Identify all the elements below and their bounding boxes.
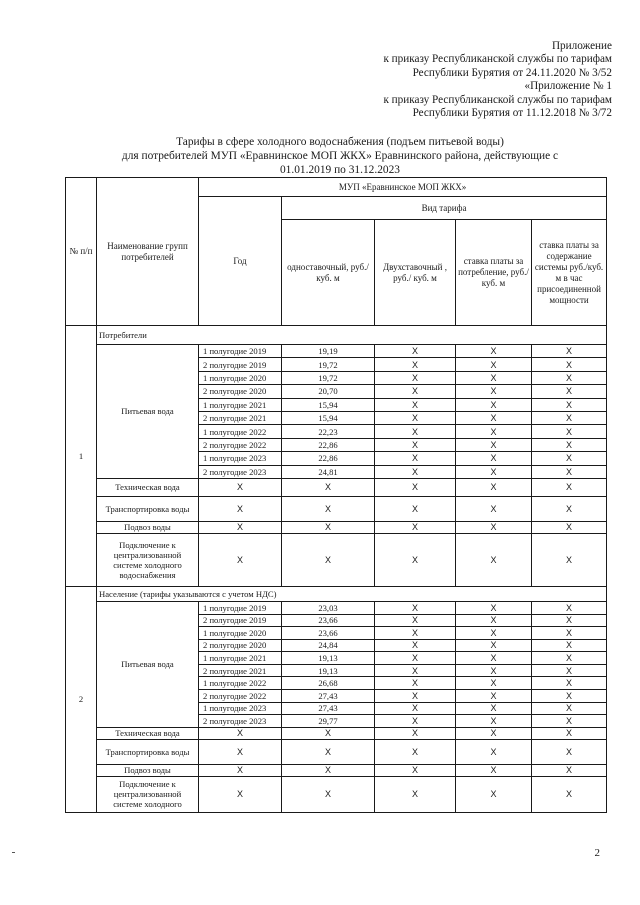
single-rate-value: 19,72 xyxy=(282,358,375,371)
group-name: Транспортировка воды xyxy=(97,739,199,764)
section-title: Население (тарифы указываются с учетом НДС) xyxy=(97,586,607,601)
col-header-num: № п/п xyxy=(66,178,97,326)
not-applicable-mark: Х xyxy=(199,776,282,812)
not-applicable-mark: Х xyxy=(199,521,282,533)
not-applicable-mark: Х xyxy=(532,521,607,533)
not-applicable-mark: Х xyxy=(532,764,607,776)
not-applicable-mark: Х xyxy=(456,425,532,438)
not-applicable-mark: Х xyxy=(456,521,532,533)
not-applicable-mark: Х xyxy=(456,690,532,703)
col-header-two-rate: Двухставочный , руб./ куб. м xyxy=(375,220,456,326)
not-applicable-mark: Х xyxy=(375,664,456,677)
not-applicable-mark: Х xyxy=(199,478,282,496)
single-rate-value: 19,13 xyxy=(282,652,375,665)
not-applicable-mark: Х xyxy=(375,614,456,627)
not-applicable-mark: Х xyxy=(199,764,282,776)
not-applicable-mark: Х xyxy=(456,358,532,371)
not-applicable-mark: Х xyxy=(532,452,607,465)
not-applicable-mark: Х xyxy=(456,639,532,652)
not-applicable-mark: Х xyxy=(532,438,607,451)
not-applicable-mark: Х xyxy=(456,614,532,627)
not-applicable-mark: Х xyxy=(532,690,607,703)
single-rate-value: 22,86 xyxy=(282,452,375,465)
not-applicable-mark: Х xyxy=(532,345,607,358)
single-rate-value: 19,72 xyxy=(282,371,375,384)
not-applicable-mark: Х xyxy=(282,478,375,496)
col-header-single-rate: одноставочный, руб./ куб. м xyxy=(282,220,375,326)
tariff-table xyxy=(65,177,607,813)
not-applicable-mark: Х xyxy=(456,715,532,728)
not-applicable-mark: Х xyxy=(375,425,456,438)
period-cell: 1 полугодие 2023 xyxy=(199,452,282,465)
not-applicable-mark: Х xyxy=(375,727,456,739)
not-applicable-mark: Х xyxy=(532,425,607,438)
not-applicable-mark: Х xyxy=(375,677,456,690)
not-applicable-mark: Х xyxy=(456,601,532,614)
not-applicable-mark: Х xyxy=(456,478,532,496)
not-applicable-mark: Х xyxy=(282,739,375,764)
header-line: к приказу Республиканской службы по тарифам xyxy=(383,93,612,106)
single-rate-value: 29,77 xyxy=(282,715,375,728)
not-applicable-mark: Х xyxy=(532,664,607,677)
not-applicable-mark: Х xyxy=(375,639,456,652)
group-name: Питьевая вода xyxy=(97,345,199,479)
header-line: «Приложение № 1 xyxy=(524,80,612,93)
not-applicable-mark: Х xyxy=(375,411,456,424)
not-applicable-mark: Х xyxy=(456,652,532,665)
not-applicable-mark: Х xyxy=(375,452,456,465)
not-applicable-mark: Х xyxy=(456,533,532,586)
not-applicable-mark: Х xyxy=(456,496,532,521)
not-applicable-mark: Х xyxy=(282,533,375,586)
not-applicable-mark: Х xyxy=(375,627,456,640)
period-cell: 1 полугодие 2021 xyxy=(199,652,282,665)
not-applicable-mark: Х xyxy=(375,465,456,478)
header-line: Республики Бурятия от 24.11.2020 № 3/52 xyxy=(412,66,612,79)
single-rate-value: 22,86 xyxy=(282,438,375,451)
not-applicable-mark: Х xyxy=(375,398,456,411)
not-applicable-mark: Х xyxy=(282,521,375,533)
period-cell: 2 полугодие 2019 xyxy=(199,614,282,627)
not-applicable-mark: Х xyxy=(456,702,532,715)
not-applicable-mark: Х xyxy=(375,438,456,451)
not-applicable-mark: Х xyxy=(532,385,607,398)
col-header-tariff-type: Вид тарифа xyxy=(282,197,607,220)
approval-header xyxy=(383,40,612,120)
single-rate-value: 19,19 xyxy=(282,345,375,358)
period-cell: 1 полугодие 2019 xyxy=(199,601,282,614)
group-name: Подключение к централизованной системе холодного xyxy=(97,776,199,812)
not-applicable-mark: Х xyxy=(456,664,532,677)
not-applicable-mark: Х xyxy=(282,776,375,812)
period-cell: 2 полугодие 2021 xyxy=(199,664,282,677)
single-rate-value: 27,43 xyxy=(282,702,375,715)
group-name: Подвоз воды xyxy=(97,764,199,776)
period-cell: 1 полугодие 2023 xyxy=(199,702,282,715)
not-applicable-mark: Х xyxy=(375,764,456,776)
not-applicable-mark: Х xyxy=(532,398,607,411)
single-rate-value: 15,94 xyxy=(282,398,375,411)
not-applicable-mark: Х xyxy=(199,533,282,586)
scan-speck xyxy=(12,852,15,853)
not-applicable-mark: Х xyxy=(532,496,607,521)
not-applicable-mark: Х xyxy=(456,385,532,398)
not-applicable-mark: Х xyxy=(532,727,607,739)
not-applicable-mark: Х xyxy=(375,496,456,521)
not-applicable-mark: Х xyxy=(456,727,532,739)
col-header-capacity-rate: ставка платы за содержание системы руб./куб. м в час присоединенной мощности xyxy=(532,220,607,326)
period-cell: 1 полугодие 2021 xyxy=(199,398,282,411)
not-applicable-mark: Х xyxy=(532,601,607,614)
group-name: Техническая вода xyxy=(97,478,199,496)
not-applicable-mark: Х xyxy=(532,533,607,586)
not-applicable-mark: Х xyxy=(199,727,282,739)
period-cell: 2 полугодие 2020 xyxy=(199,385,282,398)
single-rate-value: 24,84 xyxy=(282,639,375,652)
single-rate-value: 23,66 xyxy=(282,627,375,640)
not-applicable-mark: Х xyxy=(375,478,456,496)
not-applicable-mark: Х xyxy=(375,739,456,764)
single-rate-value: 26,68 xyxy=(282,677,375,690)
not-applicable-mark: Х xyxy=(532,411,607,424)
not-applicable-mark: Х xyxy=(532,614,607,627)
not-applicable-mark: Х xyxy=(375,533,456,586)
group-name: Подключение к централизованной системе холодного водоснабжения xyxy=(97,533,199,586)
not-applicable-mark: Х xyxy=(456,465,532,478)
document-title xyxy=(60,136,620,177)
period-cell: 2 полугодие 2019 xyxy=(199,358,282,371)
not-applicable-mark: Х xyxy=(456,776,532,812)
not-applicable-mark: Х xyxy=(532,677,607,690)
not-applicable-mark: Х xyxy=(532,639,607,652)
not-applicable-mark: Х xyxy=(456,398,532,411)
not-applicable-mark: Х xyxy=(532,478,607,496)
single-rate-value: 24,81 xyxy=(282,465,375,478)
single-rate-value: 19,13 xyxy=(282,664,375,677)
period-cell: 2 полугодие 2022 xyxy=(199,438,282,451)
group-name: Подвоз воды xyxy=(97,521,199,533)
section-title: Потребители xyxy=(97,326,607,345)
page-number: 2 xyxy=(594,847,600,859)
not-applicable-mark: Х xyxy=(456,739,532,764)
not-applicable-mark: Х xyxy=(532,358,607,371)
not-applicable-mark: Х xyxy=(375,385,456,398)
row-number: 2 xyxy=(66,586,97,812)
not-applicable-mark: Х xyxy=(532,465,607,478)
not-applicable-mark: Х xyxy=(532,702,607,715)
single-rate-value: 23,03 xyxy=(282,601,375,614)
not-applicable-mark: Х xyxy=(532,776,607,812)
not-applicable-mark: Х xyxy=(282,496,375,521)
not-applicable-mark: Х xyxy=(456,452,532,465)
not-applicable-mark: Х xyxy=(375,601,456,614)
not-applicable-mark: Х xyxy=(375,345,456,358)
not-applicable-mark: Х xyxy=(532,715,607,728)
col-header-org: МУП «Еравнинское МОП ЖКХ» xyxy=(199,178,607,197)
not-applicable-mark: Х xyxy=(456,411,532,424)
not-applicable-mark: Х xyxy=(199,496,282,521)
not-applicable-mark: Х xyxy=(282,764,375,776)
title-line: Тарифы в сфере холодного водоснабжения (подъем питьевой воды) xyxy=(176,136,504,148)
not-applicable-mark: Х xyxy=(375,521,456,533)
not-applicable-mark: Х xyxy=(456,677,532,690)
not-applicable-mark: Х xyxy=(375,690,456,703)
not-applicable-mark: Х xyxy=(375,358,456,371)
not-applicable-mark: Х xyxy=(456,345,532,358)
not-applicable-mark: Х xyxy=(375,371,456,384)
not-applicable-mark: Х xyxy=(456,438,532,451)
period-cell: 1 полугодие 2020 xyxy=(199,371,282,384)
not-applicable-mark: Х xyxy=(532,652,607,665)
not-applicable-mark: Х xyxy=(456,627,532,640)
period-cell: 2 полугодие 2023 xyxy=(199,465,282,478)
group-name: Техническая вода xyxy=(97,727,199,739)
single-rate-value: 20,70 xyxy=(282,385,375,398)
period-cell: 2 полугодие 2022 xyxy=(199,690,282,703)
not-applicable-mark: Х xyxy=(282,727,375,739)
single-rate-value: 22,23 xyxy=(282,425,375,438)
col-header-consumption-rate: ставка платы за потребление, руб./ куб. м xyxy=(456,220,532,326)
not-applicable-mark: Х xyxy=(375,776,456,812)
not-applicable-mark: Х xyxy=(456,371,532,384)
single-rate-value: 27,43 xyxy=(282,690,375,703)
period-cell: 2 полугодие 2021 xyxy=(199,411,282,424)
period-cell: 2 полугодие 2023 xyxy=(199,715,282,728)
not-applicable-mark: Х xyxy=(532,739,607,764)
not-applicable-mark: Х xyxy=(375,702,456,715)
period-cell: 1 полугодие 2019 xyxy=(199,345,282,358)
not-applicable-mark: Х xyxy=(456,764,532,776)
col-header-group: Наименование групп потребителей xyxy=(97,178,199,326)
row-number: 1 xyxy=(66,326,97,587)
header-line: Приложение xyxy=(551,40,612,52)
period-cell: 2 полугодие 2020 xyxy=(199,639,282,652)
group-name: Питьевая вода xyxy=(97,601,199,727)
period-cell: 1 полугодие 2022 xyxy=(199,677,282,690)
not-applicable-mark: Х xyxy=(375,715,456,728)
period-cell: 1 полугодие 2020 xyxy=(199,627,282,640)
period-cell: 1 полугодие 2022 xyxy=(199,425,282,438)
single-rate-value: 23,66 xyxy=(282,614,375,627)
not-applicable-mark: Х xyxy=(532,627,607,640)
single-rate-value: 15,94 xyxy=(282,411,375,424)
header-line: Республики Бурятия от 11.12.2018 № 3/72 xyxy=(412,107,612,120)
title-line: 01.01.2019 по 31.12.2023 xyxy=(279,163,400,176)
header-line: к приказу Республиканской службы по тарифам xyxy=(383,53,612,66)
not-applicable-mark: Х xyxy=(375,652,456,665)
not-applicable-mark: Х xyxy=(532,371,607,384)
group-name: Транспортировка воды xyxy=(97,496,199,521)
title-line: для потребителей МУП «Еравнинское МОП ЖКХ» Еравнинского района, действующие с xyxy=(121,149,559,162)
not-applicable-mark: Х xyxy=(199,739,282,764)
col-header-year: Год xyxy=(199,197,282,326)
